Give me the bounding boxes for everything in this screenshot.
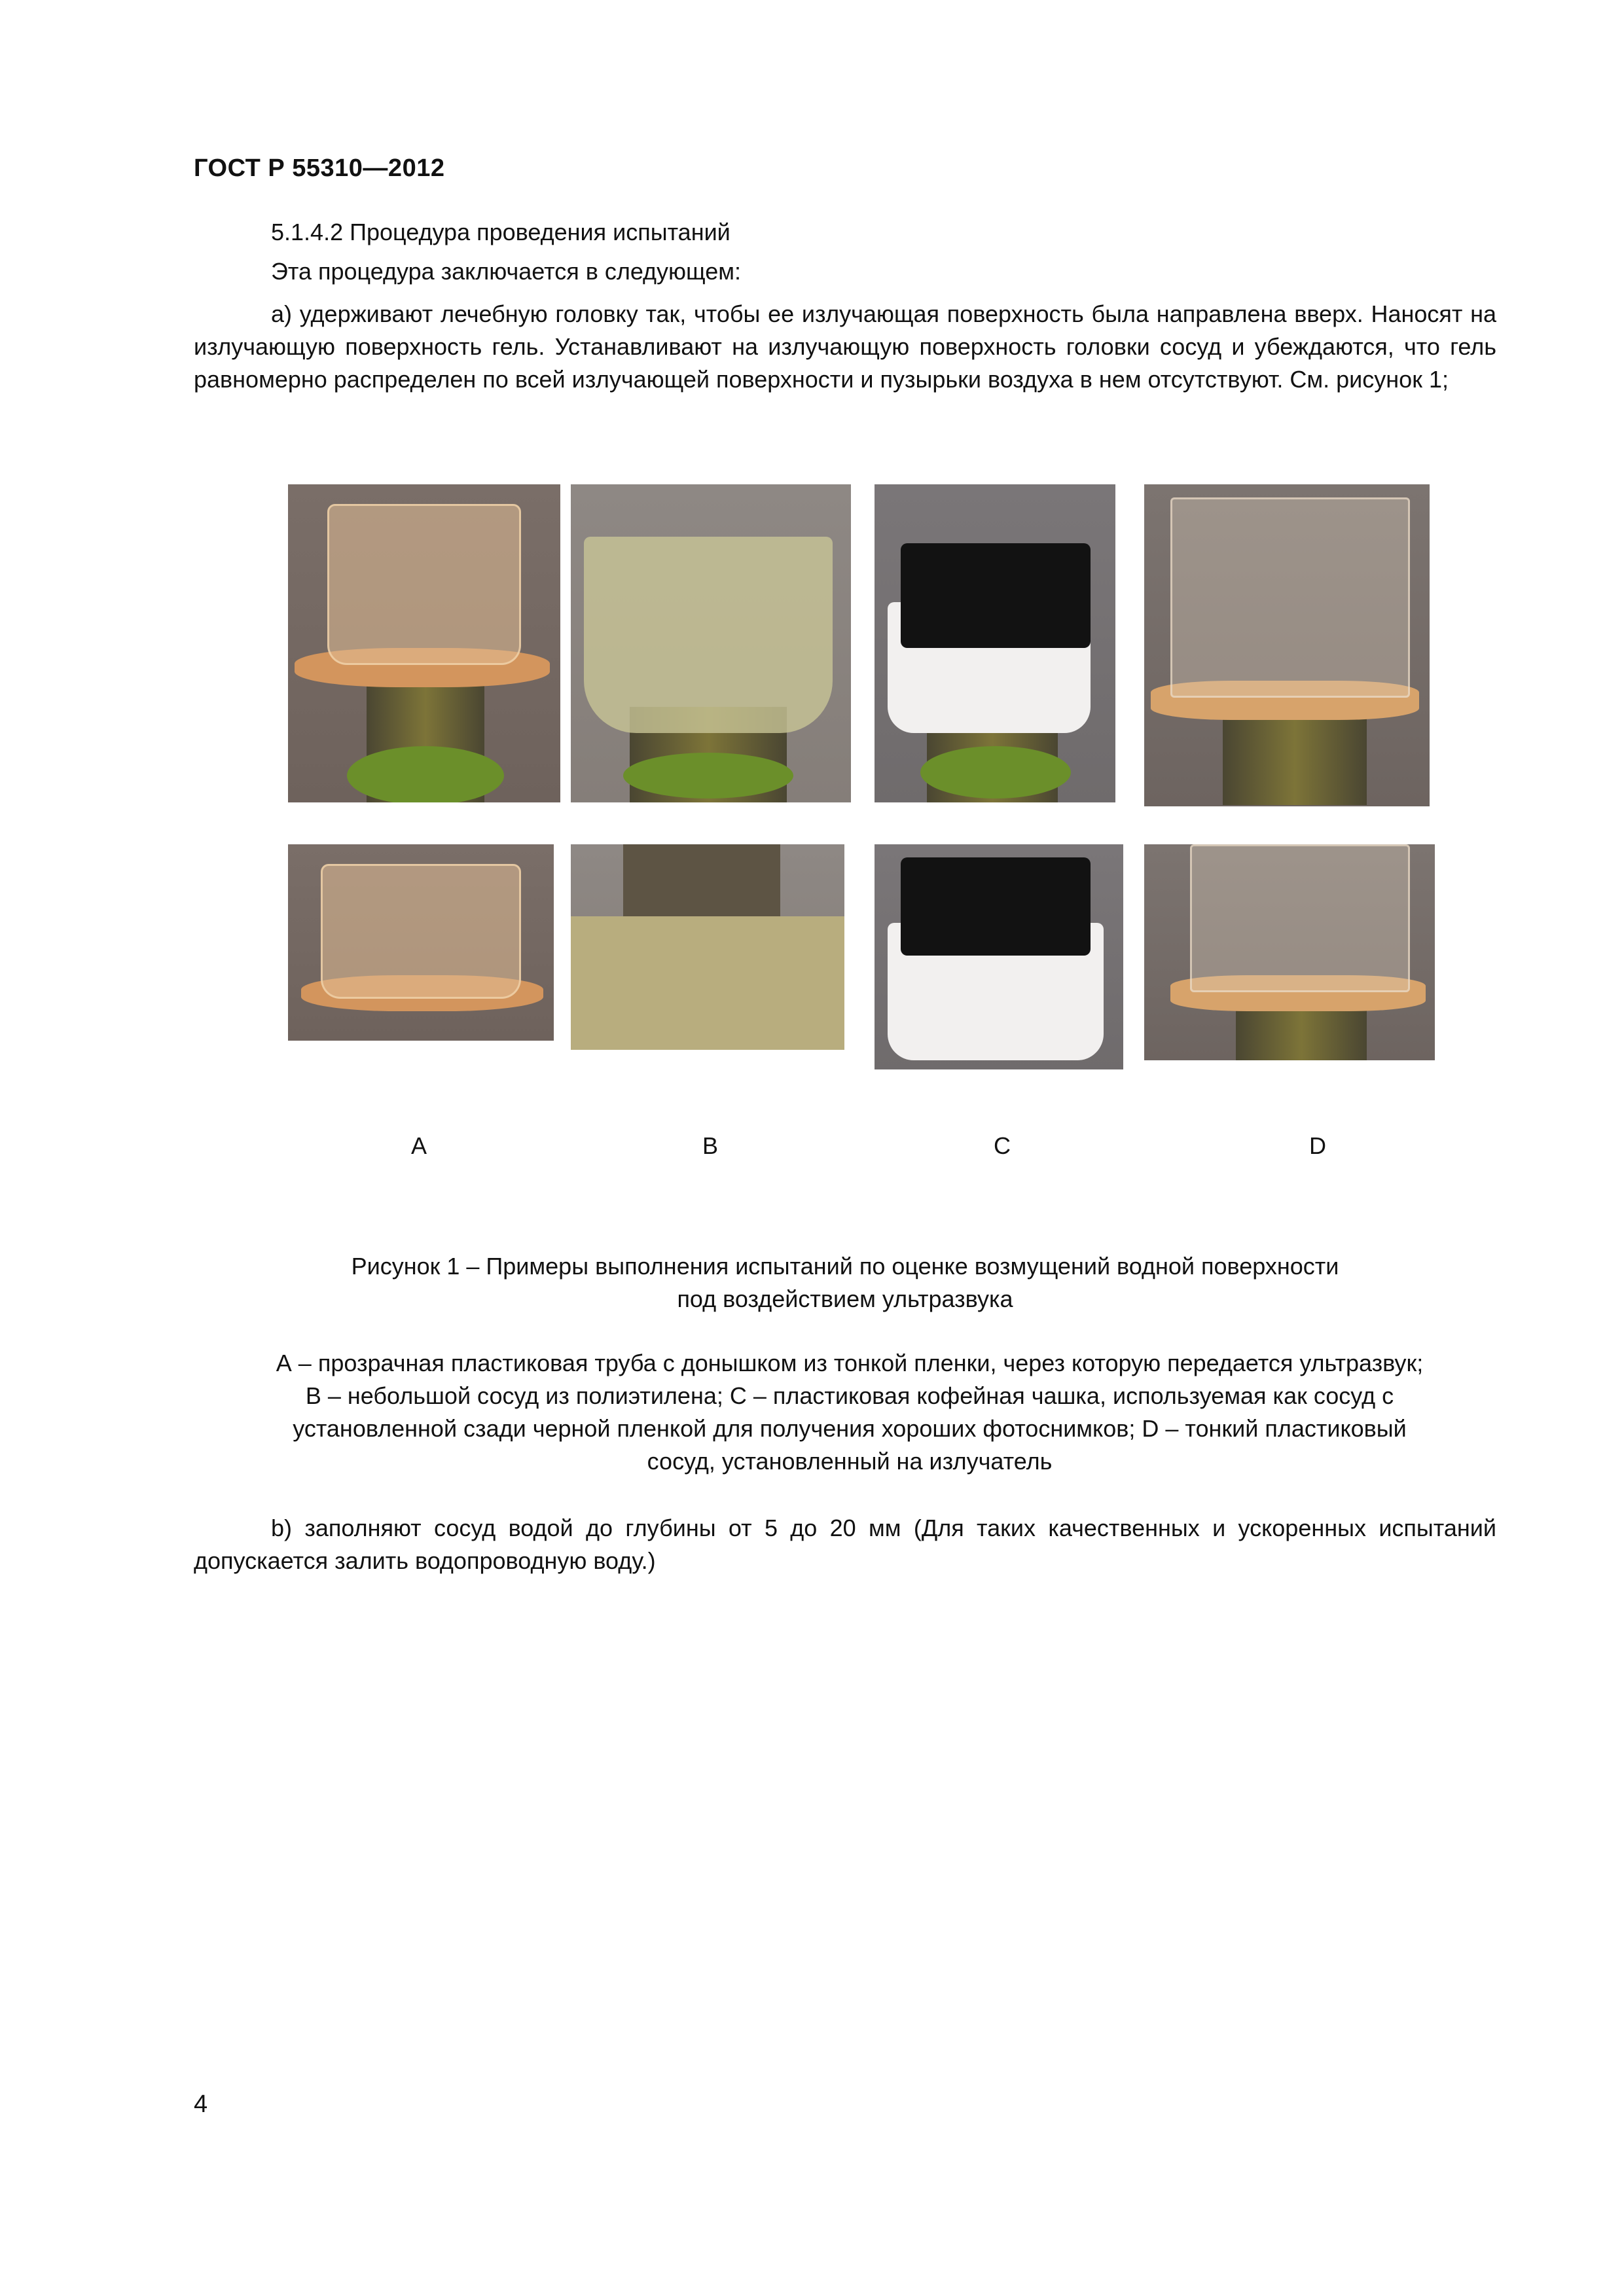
figure-caption-line1: Рисунок 1 – Примеры выполнения испытаний по оценке возмущений водной поверхности [351,1253,1339,1280]
figure-label-b: B [702,1132,719,1159]
photo-b-bottom [571,844,844,1050]
section-intro: Эта процедура заключается в следующем: [271,258,742,285]
figure-caption [194,1250,1496,1316]
vessel-strap [623,844,780,923]
plastic-tube [321,864,521,999]
emitter-ring [920,746,1071,798]
black-film [901,543,1091,648]
section-title: 5.1.4.2 Процедура проведения испытаний [271,219,731,245]
photo-b-top [571,484,851,802]
photo-c-top [875,484,1115,802]
emitter-ring [623,753,793,798]
photo-d-top [1144,484,1430,806]
photo-a-bottom [288,844,554,1041]
figure-label-c: C [994,1132,1011,1159]
figure-legend: А – прозрачная пластиковая труба с донышком из тонкой пленки, через которую передается ультразвук; В – небольшой сосуд из полиэтилена; С – пластиковая кофейная чашка, используемая как сосуд с установленной сзади черной пленкой для получения хороших фотоснимков; D – тонкий пластиковый сосуд, установленный на излучатель [276,1350,1424,1475]
emitter-ring [347,746,504,802]
polyethylene-vessel [571,916,844,1050]
step-a-paragraph: а) удерживают лечебную головку так, чтобы ее излучающая поверхность была направлена вверх. Наносят на излучающую поверхность гель. Устанавливают на излучающую поверхность головки сосуд и убеждаются, что гель равномерно распределен по всей излучающей поверхности и пузырьки воздуха в нем отсутствуют. См. рисунок 1; [194,300,1496,393]
plastic-tube [327,504,521,665]
page-number: 4 [194,2090,208,2118]
figure-label-a: A [411,1132,427,1159]
figure-caption-line2: под воздействием ультразвука [677,1285,1013,1312]
black-film [901,857,1091,956]
polyethylene-vessel [584,537,833,733]
photo-a-top [288,484,560,802]
document-code: ГОСТ Р 55310—2012 [194,154,445,182]
step-b-paragraph: b) заполняют сосуд водой до глубины от 5 до 20 мм (Для таких качественных и ускоренных испытаний допускается залить водопроводную воду.) [194,1515,1496,1574]
thin-plastic-vessel [1190,844,1410,992]
thin-plastic-vessel [1170,497,1410,698]
figure-label-d: D [1309,1132,1326,1159]
photo-c-bottom [875,844,1123,1069]
photo-d-bottom [1144,844,1435,1060]
